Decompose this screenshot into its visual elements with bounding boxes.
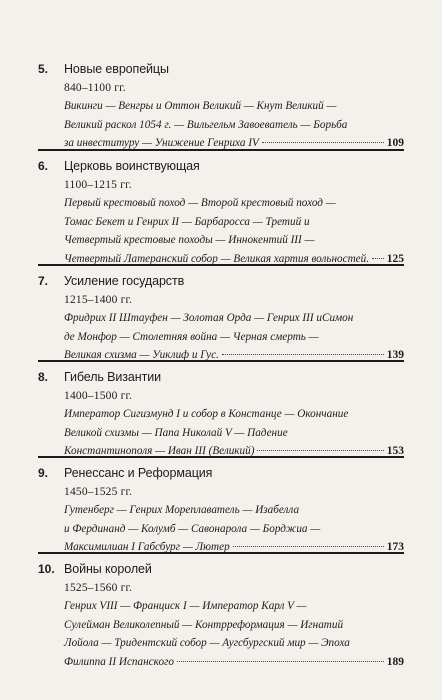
description-line: Первый крестовый поход — Второй крестовый поход — (64, 197, 336, 209)
section-divider (38, 552, 404, 554)
description-line: Сулейман Великолепный — Контрреформация — Игнатий (64, 618, 344, 631)
description-last-line (64, 653, 404, 672)
chapter-years: 840–1100 гг. (64, 82, 126, 94)
chapter-number: 6. (38, 159, 49, 173)
description-line: Четвертый крестовые походы — Иннокентий III — (64, 234, 315, 246)
page-number: 153 (386, 445, 404, 457)
chapter-number: 5. (38, 62, 49, 76)
description-line: Генрих VIII — Франциск I — Император Карл V — (64, 600, 307, 612)
page-number: 173 (386, 541, 404, 553)
chapter-description (64, 97, 404, 153)
description-line: Великой схизмы — Папа Николай V — Падение (64, 426, 288, 439)
description-line: Константинополя — Иван III (Великий) (64, 445, 255, 457)
chapter-9-entry (38, 466, 404, 557)
chapter-title: Усиление государств (64, 274, 185, 288)
section-divider (38, 456, 404, 458)
chapter-description (64, 309, 404, 365)
chapter-title: Церковь воинствующая (64, 159, 200, 173)
chapter-7-entry (38, 274, 404, 365)
dot-leader (222, 354, 384, 355)
section-divider (38, 149, 404, 151)
chapter-description (64, 405, 404, 461)
description-line: за инвеституру — Унижение Генриха IV (64, 137, 259, 149)
chapter-years: 1400–1500 гг. (64, 390, 133, 402)
description-line: Фридрих II Штауфен — Золотая Орда — Генрих III иСимон (64, 312, 354, 324)
chapter-years: 1100–1215 гг. (64, 179, 132, 191)
chapter-6-entry (38, 159, 404, 268)
chapter-number: 7. (38, 274, 49, 288)
section-divider (38, 360, 404, 362)
dot-leader (233, 546, 384, 547)
dot-leader (262, 142, 384, 143)
description-line: Максимилиан I Габсбург — Лютер (64, 541, 230, 553)
page-number: 139 (386, 349, 404, 361)
chapter-title: Новые европейцы (64, 62, 169, 76)
chapter-years: 1215–1400 гг. (64, 294, 133, 306)
description-line: Великая схизма — Уиклиф и Гус. (64, 349, 219, 361)
description-line: Четвертый Латеранский собор — Великая хартия вольностей. (64, 252, 369, 265)
page-number: 109 (386, 137, 404, 149)
chapter-title: Гибель Византии (64, 370, 161, 384)
dot-leader (372, 258, 384, 259)
chapter-years: 1525–1560 гг. (64, 582, 133, 594)
description-line: Филиппа II Испанского (64, 655, 174, 668)
chapter-number: 8. (38, 370, 49, 384)
chapter-number: 9. (38, 466, 49, 480)
chapter-title: Ренессанс и Реформация (64, 466, 213, 480)
chapter-number: 10. (38, 562, 55, 576)
chapter-description (64, 597, 404, 671)
chapter-5-entry (38, 62, 404, 153)
section-divider (38, 264, 404, 266)
chapter-description (64, 501, 404, 557)
description-line: и Фердинанд — Колумб — Савонарола — Борджиа — (64, 522, 321, 535)
chapter-description (64, 194, 404, 268)
description-line: Лойола — Тридентский собор — Аугсбургский мир — Эпоха (64, 637, 350, 649)
description-line: Великий раскол 1054 г. — Вильгельм Завоеватель — Борьба (64, 118, 348, 131)
dot-leader (177, 661, 384, 662)
description-line: де Монфор — Столетняя война — Черная смерть — (64, 330, 319, 343)
chapter-years: 1450–1525 гг. (64, 486, 133, 498)
chapter-10-entry (38, 562, 404, 671)
dot-leader (257, 450, 383, 451)
description-line: Гутенберг — Генрих Мореплаватель — Изабелла (64, 504, 300, 516)
description-line: Император Сигизмунд I и собор в Констанце — Окончание (64, 408, 349, 420)
page-number: 189 (386, 655, 404, 668)
description-line: Томас Бекет и Генрих II — Барбаросса — Третий и (64, 215, 310, 228)
chapter-title: Войны королей (64, 562, 152, 576)
page-number: 125 (386, 252, 404, 265)
description-line: Викинги — Венгры и Оттон Великий — Кнут Великий — (64, 100, 337, 112)
chapter-8-entry (38, 370, 404, 461)
